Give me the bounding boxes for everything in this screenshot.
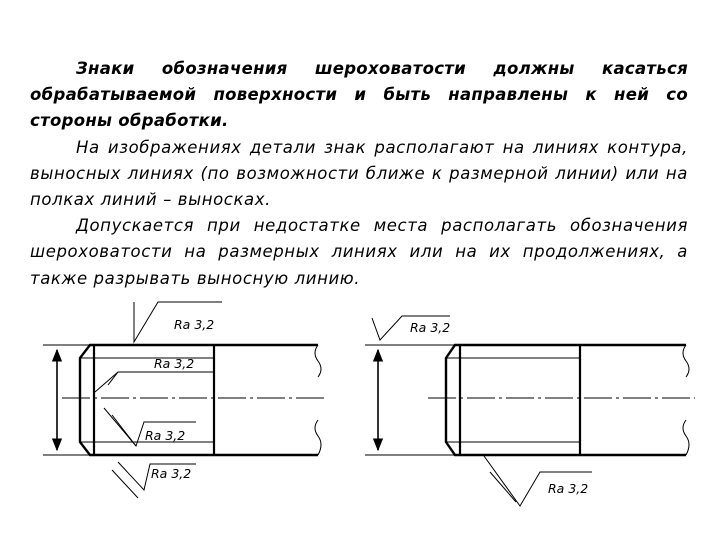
- drawing-right: [365, 316, 695, 506]
- paragraph-3: Допускается при недостатке места располагать обозначения шероховатости на размерных линиях или на их продолжениях, а также разрывать выносную линию.: [30, 216, 688, 288]
- paragraph-1: Знаки обозначения шероховатости должны касаться обрабатываемой поверхности и быть направлены к ней со стороны обработки.: [30, 59, 688, 131]
- roughness-label-left-4: Ra 3,2: [151, 466, 192, 481]
- roughness-label-right-1: Ra 3,2: [410, 320, 451, 335]
- roughness-label-left-3: Ra 3,2: [145, 428, 186, 443]
- paragraph-2: На изображениях детали знак располагают на линиях контура, выносных линиях (по возможности ближе к размерной линии) или на полках линий – выносках.: [30, 137, 688, 210]
- roughness-drawings: [0, 300, 720, 540]
- roughness-label-left-2: Ra 3,2: [154, 356, 195, 371]
- roughness-label-left-1: Ra 3,2: [174, 317, 215, 332]
- roughness-label-right-2: Ra 3,2: [548, 481, 589, 496]
- text-block: [30, 56, 688, 292]
